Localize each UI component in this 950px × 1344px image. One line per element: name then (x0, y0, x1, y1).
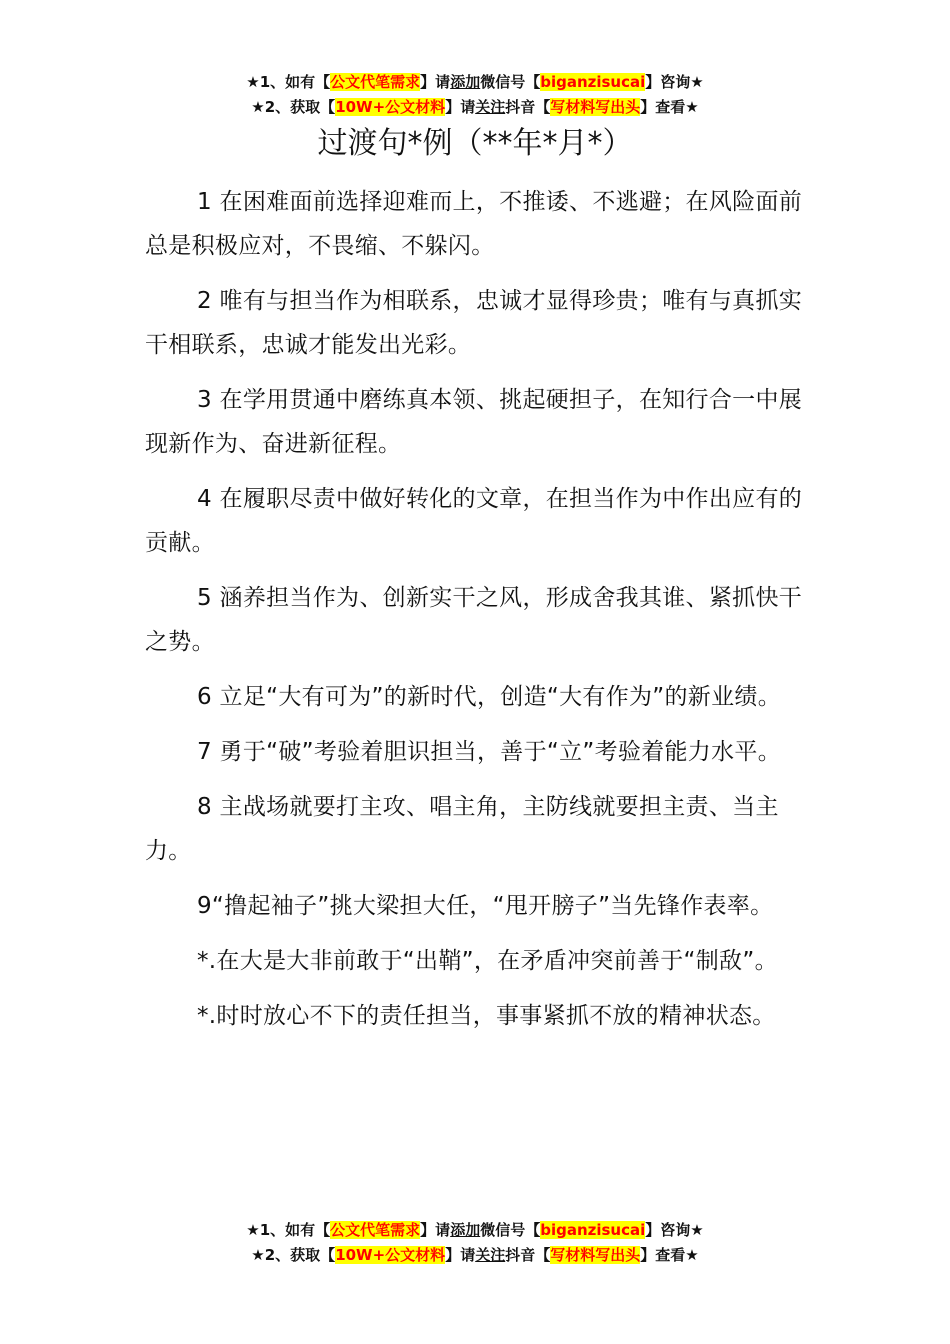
banner-text: 】请 (445, 1246, 476, 1264)
banner-highlight: biganzisucai (540, 73, 646, 91)
banner-highlight: 写材料写出头 (550, 1246, 641, 1264)
footer-banner (0, 1218, 950, 1268)
banner-emphasis: 关注 (475, 98, 506, 116)
banner-highlight: 公文代笔需求 (330, 73, 421, 91)
list-item: 4 在履职尽责中做好转化的文章，在担当作为中作出应有的贡献。 (145, 486, 803, 556)
list-item: 1 在困难面前选择迎难而上，不推诿、不逃避；在风险面前总是积极应对，不畏缩、不躲闪。 (145, 189, 803, 259)
banner-highlight: biganzisucai (540, 1221, 646, 1239)
list-item: 9“撸起袖子”挑大梁担大任，“甩开膀子”当先锋作表率。 (197, 893, 774, 919)
list-item: 6 立足“大有可为”的新时代，创造“大有作为”的新业绩。 (197, 684, 782, 710)
sentence-list (145, 180, 820, 1049)
banner-highlight: 公文代笔需求 (330, 1221, 421, 1239)
banner-text: 】咨询★ (645, 1221, 704, 1239)
banner-emphasis: 关注 (475, 1246, 506, 1264)
banner-text: ★2、获取【 (251, 98, 336, 116)
banner-text: 抖音【 (505, 1246, 551, 1264)
banner-text: 微信号【 (480, 1221, 541, 1239)
header-banner (0, 70, 950, 120)
banner-text: 】咨询★ (645, 73, 704, 91)
list-item: 8 主战场就要打主攻、唱主角，主防线就要担主责、当主力。 (145, 794, 779, 864)
banner-text: ★1、如有【 (246, 1221, 331, 1239)
banner-text: ★1、如有【 (246, 73, 331, 91)
page-title: 过渡句*例（**年*月*） (317, 126, 633, 161)
banner-text: 】查看★ (640, 1246, 699, 1264)
list-item: *.在大是大非前敢于“出鞘”，在矛盾冲突前善于“制敌”。 (197, 948, 778, 974)
banner-highlight: 写材料写出头 (550, 98, 641, 116)
banner-line-1 (0, 70, 950, 95)
banner-text: ★2、获取【 (251, 1246, 336, 1264)
list-item: 7 勇于“破”考验着胆识担当，善于“立”考验着能力水平。 (197, 739, 782, 765)
banner-text: 】请 (445, 98, 476, 116)
banner-emphasis: 添加 (450, 73, 481, 91)
banner-emphasis: 添加 (450, 1221, 481, 1239)
list-item: *.时时放心不下的责任担当，事事紧抓不放的精神状态。 (197, 1003, 776, 1029)
banner-text: 】请 (420, 73, 451, 91)
banner-text: 抖音【 (505, 98, 551, 116)
list-item: 5 涵养担当作为、创新实干之风，形成舍我其谁、紧抓快干之势。 (145, 585, 803, 655)
banner-line-1 (0, 1218, 950, 1243)
banner-line-2 (0, 95, 950, 120)
list-item: 3 在学用贯通中磨练真本领、挑起硬担子，在知行合一中展现新作为、奋进新征程。 (145, 387, 803, 457)
banner-line-2 (0, 1243, 950, 1268)
banner-text: 】请 (420, 1221, 451, 1239)
banner-highlight: 10W+公文材料 (335, 1246, 446, 1264)
list-item: 2 唯有与担当作为相联系，忠诚才显得珍贵；唯有与真抓实干相联系，忠诚才能发出光彩。 (145, 288, 803, 358)
banner-text: 微信号【 (480, 73, 541, 91)
banner-text: 】查看★ (640, 98, 699, 116)
banner-highlight: 10W+公文材料 (335, 98, 446, 116)
